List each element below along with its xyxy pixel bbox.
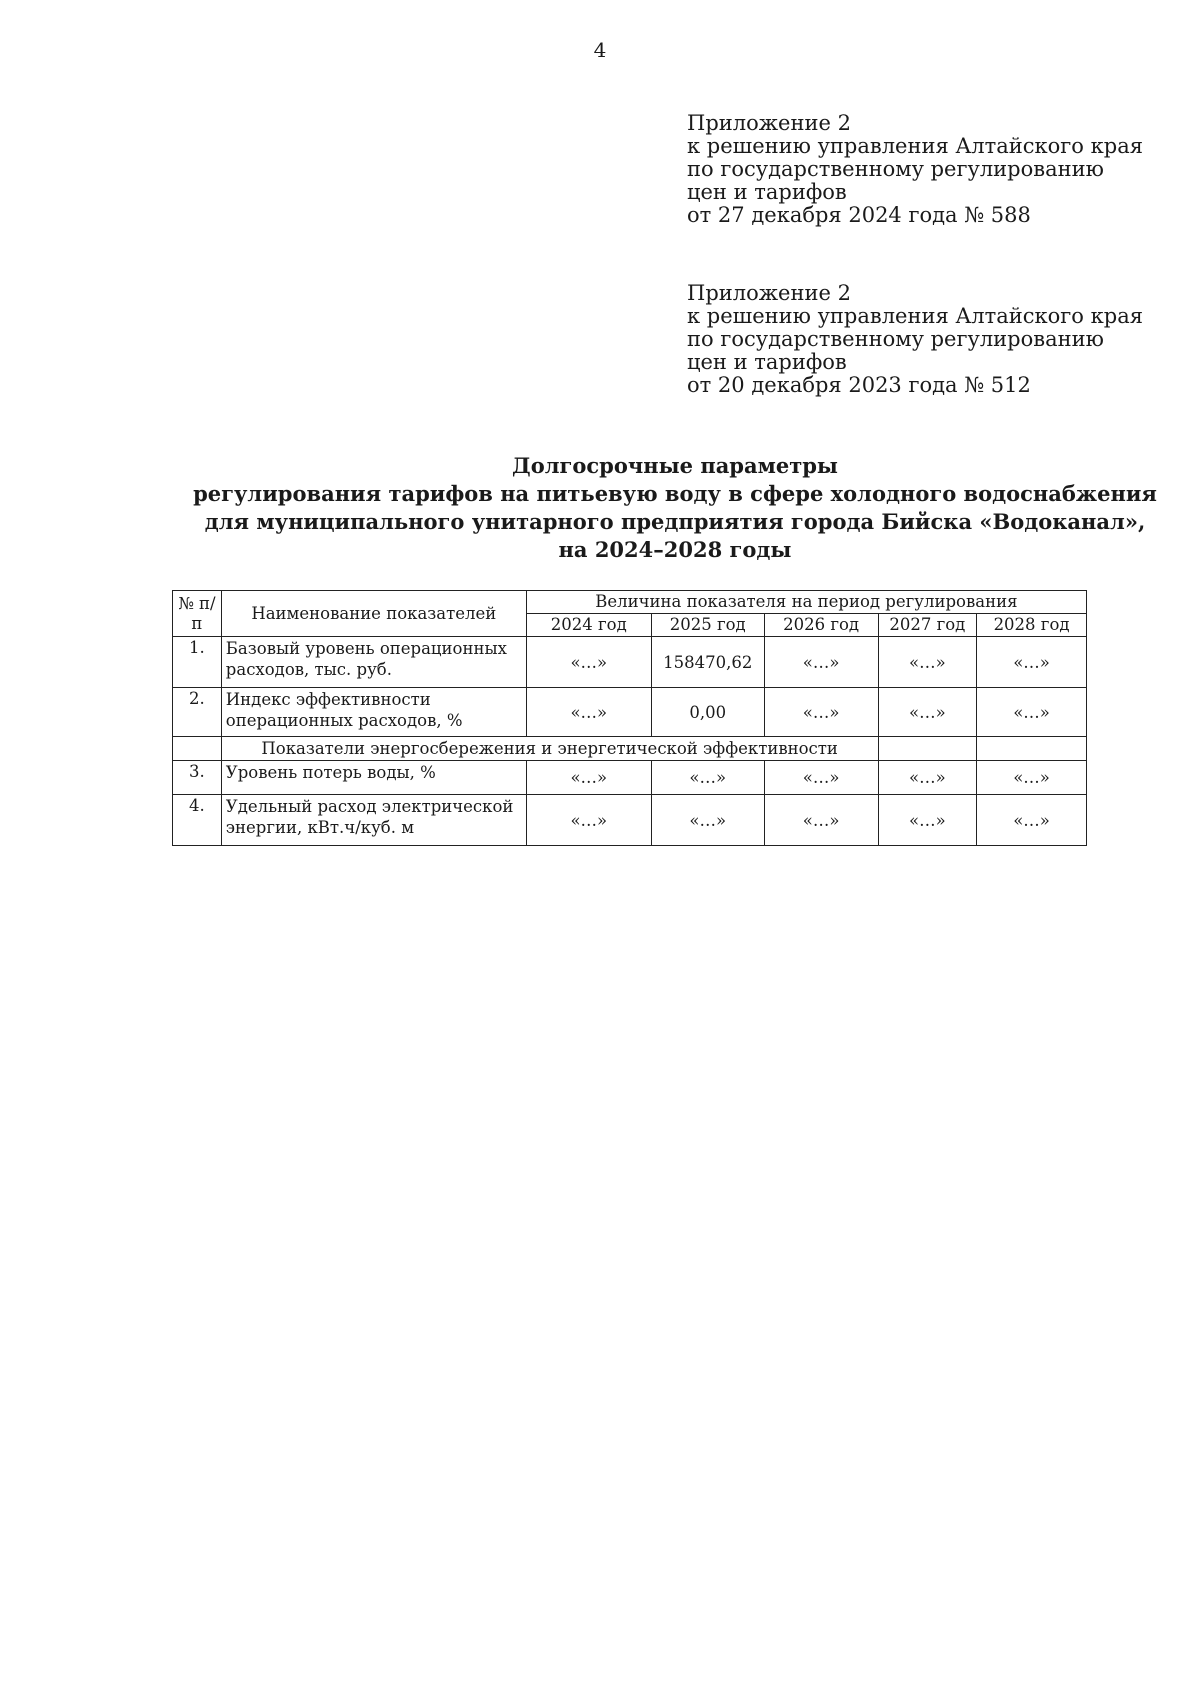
section-empty-cell bbox=[173, 737, 222, 761]
section-empty-cell bbox=[977, 737, 1087, 761]
header-year: 2025 год bbox=[651, 614, 764, 637]
appendix-reference-current bbox=[687, 112, 1167, 227]
row-value: «…» bbox=[764, 761, 878, 795]
appendix-reference-previous bbox=[687, 282, 1167, 397]
row-value: «…» bbox=[977, 688, 1087, 737]
row-value: «…» bbox=[977, 637, 1087, 688]
row-name: Удельный расход электрической энергии, кВт.ч/куб. м bbox=[221, 795, 526, 846]
row-value: «…» bbox=[651, 795, 764, 846]
appendix-line: по государственному регулированию bbox=[687, 157, 1104, 181]
appendix-line: к решению управления Алтайского края bbox=[687, 134, 1143, 158]
row-value: «…» bbox=[764, 795, 878, 846]
title-line: на 2024–2028 годы bbox=[558, 537, 792, 562]
appendix-title: Приложение 2 bbox=[687, 111, 851, 135]
row-value: «…» bbox=[526, 688, 651, 737]
header-year: 2028 год bbox=[977, 614, 1087, 637]
row-value: «…» bbox=[764, 637, 878, 688]
row-number: 1. bbox=[173, 637, 222, 688]
row-value: «…» bbox=[526, 761, 651, 795]
appendix-line: цен и тарифов bbox=[687, 350, 847, 374]
appendix-line: цен и тарифов bbox=[687, 180, 847, 204]
table-header-row bbox=[173, 591, 1087, 614]
row-name: Базовый уровень операционных расходов, тыс. руб. bbox=[221, 637, 526, 688]
table-row bbox=[173, 795, 1087, 846]
page-number: 4 bbox=[593, 38, 607, 62]
appendix-title: Приложение 2 bbox=[687, 281, 851, 305]
appendix-line: к решению управления Алтайского края bbox=[687, 304, 1143, 328]
row-value: «…» bbox=[977, 795, 1087, 846]
section-empty-cell bbox=[878, 737, 977, 761]
row-name: Индекс эффективности операционных расходов, % bbox=[221, 688, 526, 737]
title-line: Долгосрочные параметры bbox=[512, 453, 838, 478]
row-number: 4. bbox=[173, 795, 222, 846]
header-number: № п/п bbox=[173, 591, 222, 637]
table-row bbox=[173, 688, 1087, 737]
row-value: «…» bbox=[651, 761, 764, 795]
row-value: «…» bbox=[977, 761, 1087, 795]
document-title bbox=[180, 452, 1170, 564]
section-label: Показатели энергосбережения и энергетической эффективности bbox=[221, 737, 878, 761]
section-row bbox=[173, 737, 1087, 761]
title-line: регулирования тарифов на питьевую воду в сфере холодного водоснабжения bbox=[193, 481, 1157, 506]
parameters-table bbox=[172, 590, 1087, 846]
header-year: 2027 год bbox=[878, 614, 977, 637]
header-year: 2026 год bbox=[764, 614, 878, 637]
appendix-line: по государственному регулированию bbox=[687, 327, 1104, 351]
table-row bbox=[173, 761, 1087, 795]
row-value: «…» bbox=[526, 795, 651, 846]
title-line: для муниципального унитарного предприятия города Бийска «Водоканал», bbox=[204, 509, 1146, 534]
table-row bbox=[173, 637, 1087, 688]
header-period: Величина показателя на период регулирования bbox=[526, 591, 1086, 614]
row-value: «…» bbox=[878, 795, 977, 846]
row-value: 0,00 bbox=[651, 688, 764, 737]
row-value: 158470,62 bbox=[651, 637, 764, 688]
row-name: Уровень потерь воды, % bbox=[221, 761, 526, 795]
appendix-date: от 27 декабря 2024 года № 588 bbox=[687, 203, 1031, 227]
row-value: «…» bbox=[526, 637, 651, 688]
header-year: 2024 год bbox=[526, 614, 651, 637]
appendix-date: от 20 декабря 2023 года № 512 bbox=[687, 373, 1031, 397]
row-number: 2. bbox=[173, 688, 222, 737]
header-name: Наименование показателей bbox=[221, 591, 526, 637]
row-number: 3. bbox=[173, 761, 222, 795]
row-value: «…» bbox=[878, 761, 977, 795]
row-value: «…» bbox=[764, 688, 878, 737]
row-value: «…» bbox=[878, 688, 977, 737]
row-value: «…» bbox=[878, 637, 977, 688]
